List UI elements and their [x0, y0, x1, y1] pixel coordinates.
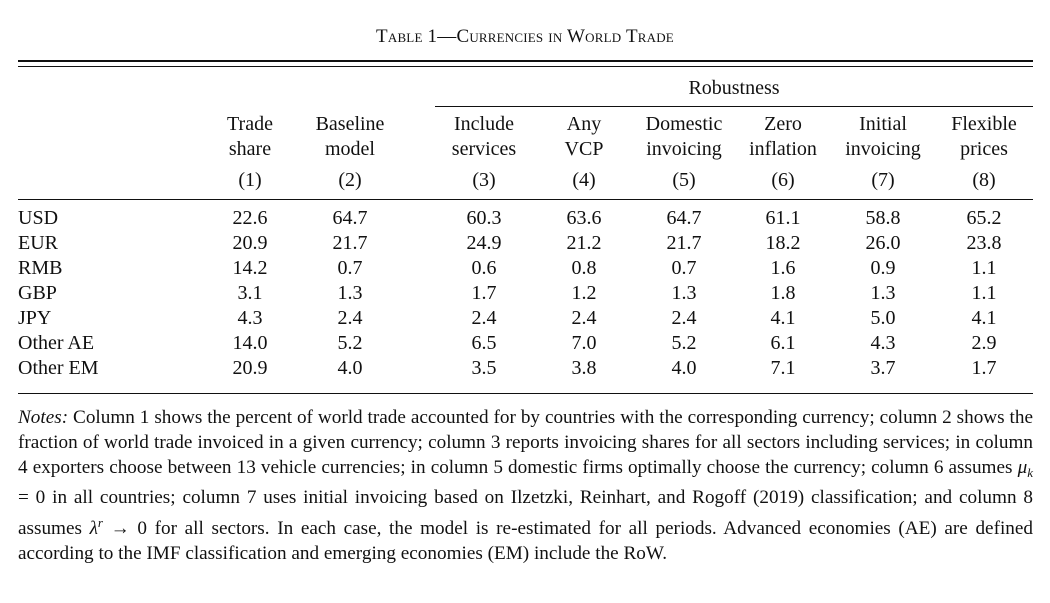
- table-cell: 1.3: [870, 282, 896, 304]
- header-rule: [18, 199, 1033, 200]
- top-rule: [18, 60, 1033, 62]
- column-header-5-num: (5): [672, 169, 696, 191]
- row-label: USD: [18, 207, 59, 229]
- table-cell: 64.7: [332, 207, 368, 229]
- notes-math-mu-sub: k: [1027, 465, 1033, 480]
- table-cell: 22.6: [232, 207, 268, 229]
- table-cell: 7.1: [770, 357, 796, 379]
- column-header-3-line2: services: [451, 138, 517, 160]
- table-cell: 21.7: [332, 232, 368, 254]
- table-cell: 64.7: [666, 207, 702, 229]
- row-label: RMB: [18, 257, 63, 279]
- table-cell: 2.4: [337, 307, 363, 329]
- table-cell: 21.7: [666, 232, 702, 254]
- table-cell: 2.9: [971, 332, 997, 354]
- table-cell: 5.0: [870, 307, 896, 329]
- notes-text-b: = 0 in all countries; column 7 uses initial invoicing based on Ilzetzki, Reinhart, and Rogoff (2019) classification; and column 8 assumes: [18, 487, 1033, 539]
- table-cell: 0.9: [870, 257, 896, 279]
- column-header-2-line1: Baseline: [315, 113, 385, 135]
- table-cell: 24.9: [466, 232, 502, 254]
- table-cell: 1.2: [571, 282, 597, 304]
- table-cell: 1.7: [971, 357, 997, 379]
- table-cell: 0.8: [571, 257, 597, 279]
- row-label: Other EM: [18, 357, 99, 379]
- group-underline: [435, 106, 1033, 107]
- table-cell: 20.9: [232, 357, 268, 379]
- table-notes: [18, 405, 1033, 566]
- table-cell: 3.7: [870, 357, 896, 379]
- table-cell: 1.3: [337, 282, 363, 304]
- column-header-1-num: (1): [238, 169, 262, 191]
- table-cell: 2.4: [571, 307, 597, 329]
- column-header-3-line1: Include: [454, 113, 514, 135]
- column-header-4-num: (4): [572, 169, 596, 191]
- table-cell: 4.3: [237, 307, 263, 329]
- table-cell: 63.6: [566, 207, 602, 229]
- table-cell: 1.1: [971, 282, 997, 304]
- column-header-3-num: (3): [472, 169, 496, 191]
- column-header-7-num: (7): [871, 169, 895, 191]
- group-header-robustness: Robustness: [688, 77, 780, 99]
- table-cell: 5.2: [337, 332, 363, 354]
- table-cell: 1.8: [770, 282, 796, 304]
- column-header-5-line1: Domestic: [645, 113, 723, 135]
- table-cell: 0.6: [471, 257, 497, 279]
- bottom-rule: [18, 393, 1033, 394]
- column-header-8-line2: prices: [960, 138, 1008, 160]
- table-cell: 3.5: [471, 357, 497, 379]
- notes-math-lambda: λ: [89, 518, 98, 539]
- table-cell: 3.1: [237, 282, 263, 304]
- table-cell: 58.8: [865, 207, 901, 229]
- notes-text-a: Column 1 shows the percent of world trade accounted for by countries with the corresponding currency; column 2 shows the fraction of world trade invoiced in a given currency; column 3 reports invoicing shares for all sectors including services; in column 4 exporters choose between 13 vehicle currencies; in column 5 domestic firms optimally choose the currency; column 6 assumes: [18, 407, 1033, 478]
- table-cell: 5.2: [671, 332, 697, 354]
- column-header-8-num: (8): [972, 169, 996, 191]
- column-header-7-line1: Initial: [859, 113, 907, 135]
- table-cell: 2.4: [671, 307, 697, 329]
- column-header-2-num: (2): [338, 169, 362, 191]
- notes-text-c: → 0 for all sectors. In each case, the model is re-estimated for all periods. Advanced economies (AE) are defined according to the IMF classification and emerging economies (EM) include the RoW.: [18, 518, 1033, 564]
- table-cell: 60.3: [466, 207, 502, 229]
- table-cell: 4.1: [971, 307, 997, 329]
- table-cell: 1.1: [971, 257, 997, 279]
- table-cell: 65.2: [966, 207, 1002, 229]
- column-header-7-line2: invoicing: [845, 138, 921, 160]
- column-header-1-line1: Trade: [227, 113, 273, 135]
- table-cell: 26.0: [865, 232, 901, 254]
- table-cell: 0.7: [671, 257, 697, 279]
- table-cell: 21.2: [566, 232, 602, 254]
- table-cell: 6.1: [770, 332, 796, 354]
- table-cell: 4.0: [671, 357, 697, 379]
- column-header-6-line2: inflation: [749, 138, 817, 160]
- column-header-5-line2: invoicing: [646, 138, 722, 160]
- table-cell: 3.8: [571, 357, 597, 379]
- notes-math-lambda-sup: r: [97, 515, 103, 530]
- table-cell: 2.4: [471, 307, 497, 329]
- table-cell: 14.0: [232, 332, 268, 354]
- table-cell: 14.2: [232, 257, 268, 279]
- table-cell: 0.7: [337, 257, 363, 279]
- row-label: EUR: [18, 232, 58, 254]
- top-rule-inner: [18, 66, 1033, 67]
- row-label: JPY: [18, 307, 52, 329]
- column-header-6-num: (6): [771, 169, 795, 191]
- column-header-6-line1: Zero: [764, 113, 802, 135]
- column-header-4-line1: Any: [566, 113, 602, 135]
- row-label: GBP: [18, 282, 57, 304]
- column-header-8-line1: Flexible: [951, 113, 1017, 135]
- table-cell: 6.5: [471, 332, 497, 354]
- table-cell: 18.2: [765, 232, 801, 254]
- table-cell: 61.1: [765, 207, 801, 229]
- table-cell: 1.6: [770, 257, 796, 279]
- table-cell: 4.0: [337, 357, 363, 379]
- table-title: Table 1—Currencies in World Trade: [376, 26, 674, 47]
- table-cell: 23.8: [966, 232, 1002, 254]
- table-cell: 7.0: [571, 332, 597, 354]
- notes-label: Notes:: [18, 407, 69, 428]
- table-cell: 1.7: [471, 282, 497, 304]
- notes-math-mu: μ: [1017, 457, 1028, 478]
- row-label: Other AE: [18, 332, 95, 354]
- column-header-4-line2: VCP: [564, 138, 604, 160]
- table-cell: 4.1: [770, 307, 796, 329]
- table-cell: 4.3: [870, 332, 896, 354]
- column-header-1-line2: share: [228, 138, 272, 160]
- column-header-2-line2: model: [325, 138, 375, 160]
- table-cell: 1.3: [671, 282, 697, 304]
- table-cell: 20.9: [232, 232, 268, 254]
